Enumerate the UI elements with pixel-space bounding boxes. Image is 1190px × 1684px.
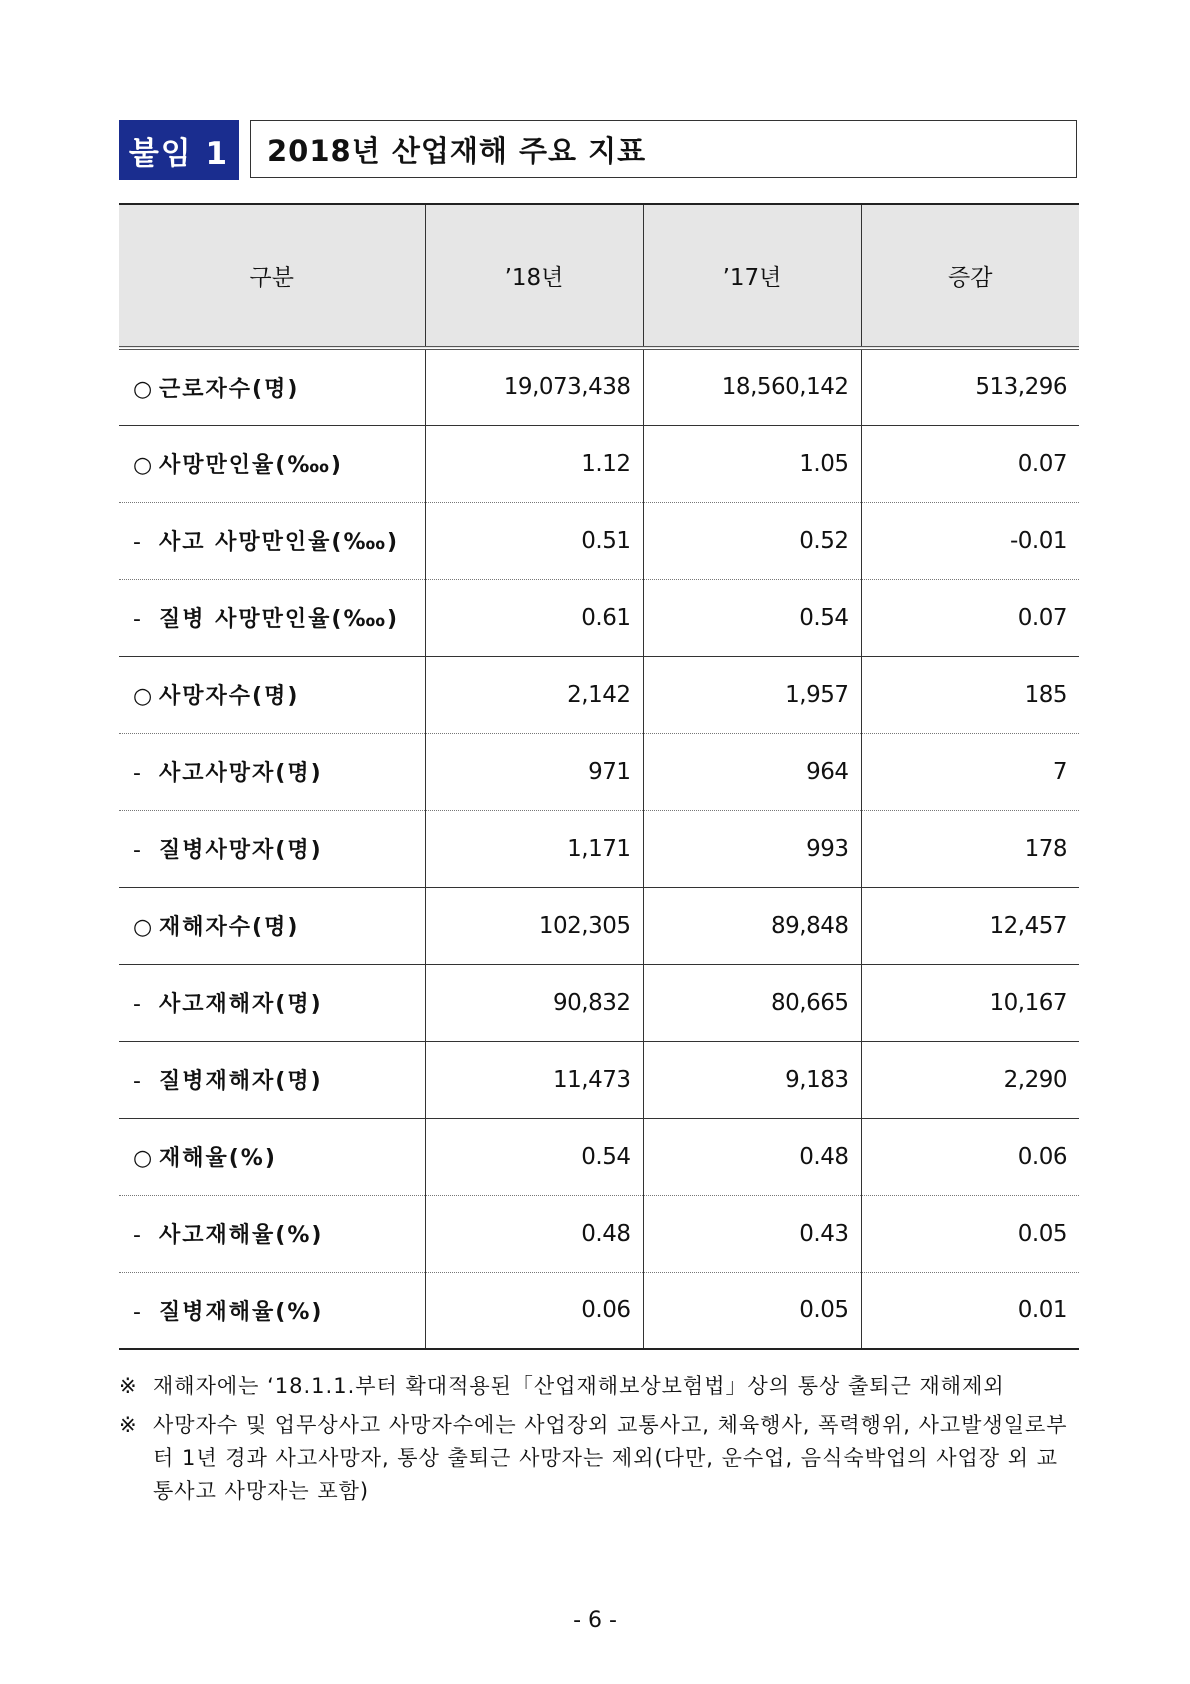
table-row	[119, 1118, 1079, 1195]
table-row	[119, 964, 1079, 1041]
footnote	[119, 1370, 1079, 1403]
row-label	[119, 810, 425, 887]
value-change: 0.06	[861, 1118, 1079, 1195]
row-marker: -	[133, 530, 143, 555]
footnote-text: 재해자에는 ‘18.1.1.부터 확대적용된「산업재해보상보험법」상의 통상 출퇴근 재해제외	[153, 1374, 1005, 1398]
row-marker: ○	[133, 1146, 155, 1171]
table-header-row	[119, 204, 1079, 348]
footnote	[119, 1409, 1079, 1508]
row-label-text: 재해율(%)	[159, 1146, 277, 1171]
value-2017: 0.54	[643, 579, 861, 656]
value-2017: 0.48	[643, 1118, 861, 1195]
row-label-text: 사망자수(명)	[159, 684, 300, 709]
value-change: 2,290	[861, 1041, 1079, 1118]
value-2018: 0.61	[425, 579, 643, 656]
value-2017: 0.05	[643, 1272, 861, 1349]
value-2018: 1,171	[425, 810, 643, 887]
row-marker: -	[133, 1069, 143, 1094]
row-marker: ○	[133, 684, 155, 709]
indicator-table	[119, 203, 1079, 1350]
value-change: 10,167	[861, 964, 1079, 1041]
section-header	[119, 120, 1079, 180]
value-2017: 993	[643, 810, 861, 887]
row-label-text: 사고 사망만인율(‱)	[159, 530, 400, 555]
value-change: 0.01	[861, 1272, 1079, 1349]
table-row	[119, 810, 1079, 887]
column-header-change: 증감	[861, 204, 1079, 348]
row-label	[119, 1195, 425, 1272]
row-marker: ○	[133, 453, 155, 478]
value-change: 7	[861, 733, 1079, 810]
row-marker: -	[133, 992, 143, 1017]
value-2018: 0.06	[425, 1272, 643, 1349]
footnote-text: 사망자수 및 업무상사고 사망자수에는 사업장외 교통사고, 체육행사, 폭력행위, 사고발생일로부터 1년 경과 사고사망자, 통상 출퇴근 사망자는 제외(다만, 운수업, 음식숙박업의 사업장 외 교통사고 사망자는 포함)	[153, 1413, 1068, 1503]
table-row	[119, 1041, 1079, 1118]
page-number: - 6 -	[573, 1608, 617, 1633]
value-change: 0.07	[861, 579, 1079, 656]
value-2018: 0.51	[425, 502, 643, 579]
value-change: -0.01	[861, 502, 1079, 579]
row-label	[119, 1041, 425, 1118]
document-title: 2018년 산업재해 주요 지표	[250, 120, 1077, 178]
row-label	[119, 1272, 425, 1349]
value-2017: 1,957	[643, 656, 861, 733]
value-2017: 1.05	[643, 425, 861, 502]
table-row	[119, 1272, 1079, 1349]
value-2018: 1.12	[425, 425, 643, 502]
row-label	[119, 964, 425, 1041]
row-label-text: 사고재해자(명)	[159, 992, 323, 1017]
table-row	[119, 348, 1079, 425]
value-change: 513,296	[861, 348, 1079, 425]
row-label	[119, 425, 425, 502]
row-marker: -	[133, 1223, 143, 1248]
value-change: 0.05	[861, 1195, 1079, 1272]
value-2017: 89,848	[643, 887, 861, 964]
row-label	[119, 656, 425, 733]
reference-mark: ※	[119, 1374, 138, 1398]
value-2017: 964	[643, 733, 861, 810]
value-2018: 19,073,438	[425, 348, 643, 425]
column-header-2018: ’18년	[425, 204, 643, 348]
table-row	[119, 656, 1079, 733]
value-2018: 0.54	[425, 1118, 643, 1195]
value-change: 12,457	[861, 887, 1079, 964]
row-label-text: 사망만인율(‱)	[159, 453, 343, 478]
value-change: 178	[861, 810, 1079, 887]
row-label-text: 질병재해율(%)	[159, 1299, 324, 1325]
attachment-badge: 붙임 1	[119, 120, 239, 180]
row-label-text: 근로자수(명)	[159, 376, 300, 402]
row-label	[119, 1118, 425, 1195]
row-marker: -	[133, 1299, 143, 1325]
row-marker: ○	[133, 376, 155, 402]
value-2018: 11,473	[425, 1041, 643, 1118]
row-label	[119, 502, 425, 579]
value-2017: 18,560,142	[643, 348, 861, 425]
row-marker: -	[133, 607, 143, 632]
value-change: 185	[861, 656, 1079, 733]
row-label	[119, 887, 425, 964]
value-2017: 0.43	[643, 1195, 861, 1272]
value-2017: 0.52	[643, 502, 861, 579]
table-row	[119, 502, 1079, 579]
row-marker: -	[133, 838, 143, 863]
table-row	[119, 579, 1079, 656]
row-label-text: 질병사망자(명)	[159, 838, 323, 863]
row-label-text: 질병 사망만인율(‱)	[159, 607, 400, 632]
value-2018: 90,832	[425, 964, 643, 1041]
value-change: 0.07	[861, 425, 1079, 502]
row-label-text: 질병재해자(명)	[159, 1069, 323, 1094]
row-label-text: 재해자수(명)	[159, 915, 300, 940]
value-2018: 971	[425, 733, 643, 810]
row-marker: ○	[133, 915, 155, 940]
value-2018: 2,142	[425, 656, 643, 733]
reference-mark: ※	[119, 1413, 138, 1437]
row-label-text: 사고재해율(%)	[159, 1223, 324, 1248]
row-label	[119, 348, 425, 425]
value-2018: 0.48	[425, 1195, 643, 1272]
row-label-text: 사고사망자(명)	[159, 761, 323, 786]
column-header-2017: ’17년	[643, 204, 861, 348]
column-header-category: 구분	[119, 204, 425, 348]
table-row	[119, 1195, 1079, 1272]
row-label	[119, 733, 425, 810]
table-row	[119, 733, 1079, 810]
table-row	[119, 425, 1079, 502]
value-2017: 9,183	[643, 1041, 861, 1118]
value-2018: 102,305	[425, 887, 643, 964]
table-row	[119, 887, 1079, 964]
row-marker: -	[133, 761, 143, 786]
footnotes	[119, 1370, 1079, 1508]
value-2017: 80,665	[643, 964, 861, 1041]
row-label	[119, 579, 425, 656]
